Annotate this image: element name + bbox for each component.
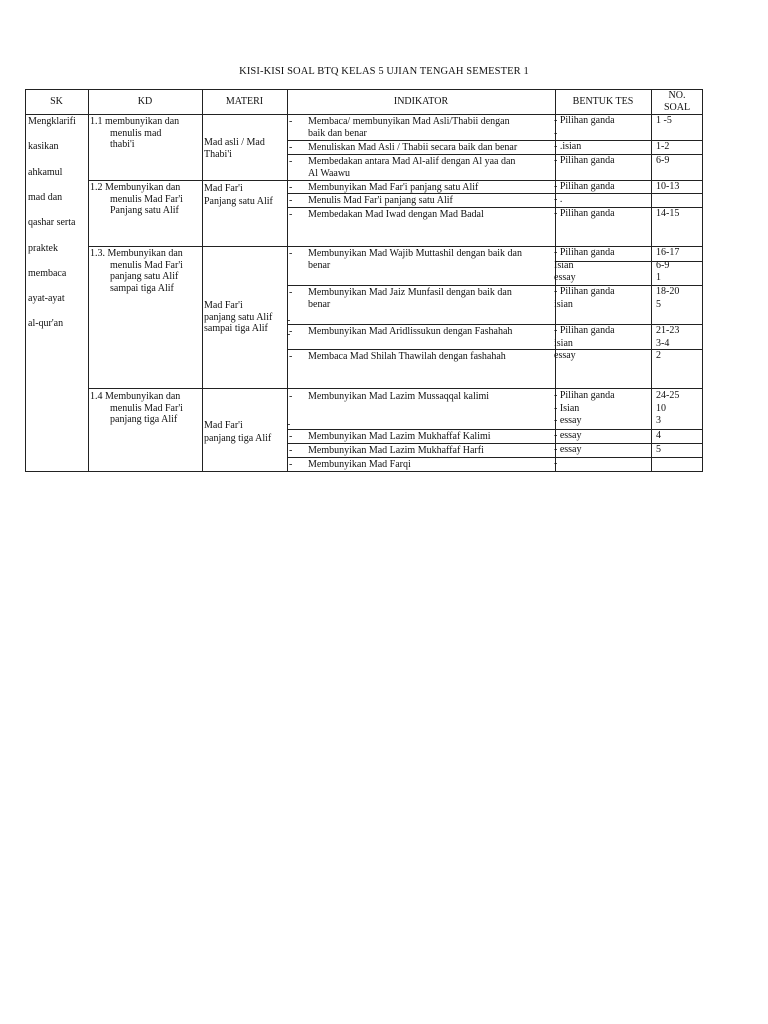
indikator-5: Menulis Mad Far'i panjang satu Alif: [308, 195, 453, 206]
no-soal-11: 5: [656, 444, 661, 455]
header-indikator: INDIKATOR: [393, 96, 449, 107]
dash-marker: -: [287, 315, 291, 326]
indikator-14: Membunyikan Mad Farqi: [308, 459, 411, 470]
bentuk-tes-13: -: [554, 458, 558, 469]
kd-1-2: 1.2 Membunyikan dan menulis Mad Far'i Panjang satu Alif: [90, 182, 183, 216]
bentuk-tes-8: - Pilihan ganda isian: [554, 286, 615, 310]
indikator-4: Membunyikan Mad Far'i panjang satu Alif: [308, 182, 479, 193]
materi-2: Mad Far'i Panjang satu Alif: [204, 183, 273, 207]
materi-4: Mad Far'i panjang tiga Alif: [204, 420, 272, 444]
bentuk-tes-9: - Pilihan ganda isian essay: [554, 325, 615, 361]
no-soal-2: 1-2: [656, 141, 670, 152]
bentuk-tes-6: - Pilihan ganda: [554, 208, 615, 219]
indikator-8: Membunyikan Mad Jaiz Munfasil dengan baik dan benar: [308, 287, 512, 310]
materi-3: Mad Far'i panjang satu Alif sampai tiga Alif: [204, 300, 273, 334]
bentuk-tes-1: - Pilihan ganda -: [554, 115, 615, 139]
header-kd: KD: [137, 96, 153, 107]
no-soal-6: 16-17 6-9 1: [656, 247, 680, 283]
sk-line: kasikan: [28, 141, 59, 152]
materi-1: Mad asli / Mad Thabi'i: [204, 137, 265, 160]
indikator-6: Membedakan Mad Iwad dengan Mad Badal: [308, 209, 484, 220]
indikator-13: Membunyikan Mad Lazim Mukhaffaf Harfi: [308, 445, 484, 456]
no-soal-1: 1 -5: [656, 115, 672, 126]
bentuk-tes-11: - essay: [554, 430, 582, 441]
indikator-3: Membedakan antara Mad Al-alif dengan Al yaa dan Al Waawu: [308, 156, 516, 179]
bentuk-tes-12: - essay: [554, 444, 582, 455]
sk-line: membaca: [28, 268, 67, 279]
no-soal-3: 6-9: [656, 155, 670, 166]
header-no-soal: NO. SOAL: [663, 90, 691, 113]
no-soal-8: 21-23 3-4 2: [656, 325, 680, 361]
page-title: KISI-KISI SOAL BTQ KELAS 5 UJIAN TENGAH SEMESTER 1: [239, 66, 529, 77]
no-soal-7: 18-20 5: [656, 286, 680, 310]
indikator-12: Membunyikan Mad Lazim Mukhaffaf Kalimi: [308, 431, 491, 442]
bentuk-tes-2: - .isian: [554, 141, 582, 152]
sk-line: al-qur'an: [28, 318, 64, 329]
indikator-7: Membunyikan Mad Wajib Muttashil dengan baik dan benar: [308, 248, 522, 271]
no-soal-10: 4: [656, 430, 661, 441]
header-materi: MATERI: [225, 96, 264, 107]
kd-1-3: 1.3. Membunyikan dan menulis Mad Far'i panjang satu Alif sampai tiga Alif: [90, 248, 183, 294]
bentuk-tes-7: - Pilihan ganda Isian essay: [554, 247, 615, 283]
bentuk-tes-5: - .: [554, 194, 563, 205]
kisi-kisi-table: SK KD MATERI INDIKATOR BENTUK TES NO. SOAL Mengklarifi kasikan ahkamul mad dan qashar serta praktek membaca ayat-ayat al-qur'an 1.1 membunyikan dan menulis mad thabi'i 1.2 Membunyikan dan menulis Mad Far'i Panjang satu Alif 1.3. Membunyikan dan menulis Mad Far'i panjang satu Alif sampai tiga Alif 1.4 Membunyikan dan menulis Mad Far'i panjang tiga Alif Mad asli / Mad Thabi'i Mad Far'i Panjang satu Alif Mad Far'i panjang satu Alif sampai tiga Alif Mad Far'i panjang tiga Alif - - - - Membaca/ membunyikan Mad Asli/Thabii dengan baik dan benar - Menuliskan Mad Asli / Thabii secara baik dan benar - Membedakan antara Mad Al-alif dengan Al yaa dan Al Waawu - Membunyikan Mad Far'i panjang satu Alif - Menulis Mad Far'i panjang satu Alif - Membedakan Mad Iwad dengan Mad Badal - Membunyikan Mad Wajib Muttashil dengan baik dan benar - Membunyikan Mad Jaiz Munfasil dengan baik dan benar - Membunyikan Mad Aridlissukun dengan Fashahah - Membaca Mad Shilah Thawilah dengan fashahah - Membunyikan Mad Lazim Mussaqqal kalimi - Membunyikan Mad Lazim Mukhaffaf Kalimi - Membunyikan Mad Lazim Mukhaffaf Harfi - Membunyikan Mad Farqi - Pilihan ganda - - .isian - Pilihan ganda - Pilihan ganda - . - Pilihan ganda - Pilihan ganda Isian essay - Pilihan ganda isian - Pilihan ganda isian essay - Pilihan ganda - Isian - essay - essay - essay - 1 -5 1-2 6-9 10-13 14-15 16-17 6-9 1 18-20 5 21-23 3-4 2 24-25 10 3 4 5: [25, 89, 703, 472]
dash-marker: -: [287, 419, 291, 430]
indikator-1: Membaca/ membunyikan Mad Asli/Thabii dengan baik dan benar: [308, 116, 510, 139]
no-soal-9: 24-25 10 3: [656, 390, 680, 426]
indikator-11: Membunyikan Mad Lazim Mussaqqal kalimi: [308, 391, 490, 402]
indikator-2: Menuliskan Mad Asli / Thabii secara baik dan benar: [308, 142, 518, 153]
header-bentuk-tes: BENTUK TES: [572, 96, 634, 107]
sk-line: qashar serta: [28, 217, 76, 228]
bentuk-tes-4: - Pilihan ganda: [554, 181, 615, 192]
indikator-9: Membunyikan Mad Aridlissukun dengan Fashahah: [308, 326, 513, 337]
kd-1-4: 1.4 Membunyikan dan menulis Mad Far'i panjang tiga Alif: [90, 391, 183, 425]
bentuk-tes-3: - Pilihan ganda: [554, 155, 615, 166]
sk-line: ayat-ayat: [28, 293, 65, 304]
sk-line: ahkamul: [28, 167, 63, 178]
indikator-10: Membaca Mad Shilah Thawilah dengan fashahah: [308, 351, 506, 362]
dash-marker: -: [287, 329, 291, 340]
sk-line: praktek: [28, 243, 58, 254]
no-soal-5: 14-15: [656, 208, 680, 219]
bentuk-tes-10: - Pilihan ganda - Isian - essay: [554, 390, 615, 426]
kd-1-1: 1.1 membunyikan dan menulis mad thabi'i: [90, 116, 180, 150]
no-soal-4: 10-13: [656, 181, 680, 192]
sk-line: mad dan: [28, 192, 63, 203]
sk-line: Mengklarifi: [28, 116, 76, 127]
header-sk: SK: [50, 96, 63, 107]
